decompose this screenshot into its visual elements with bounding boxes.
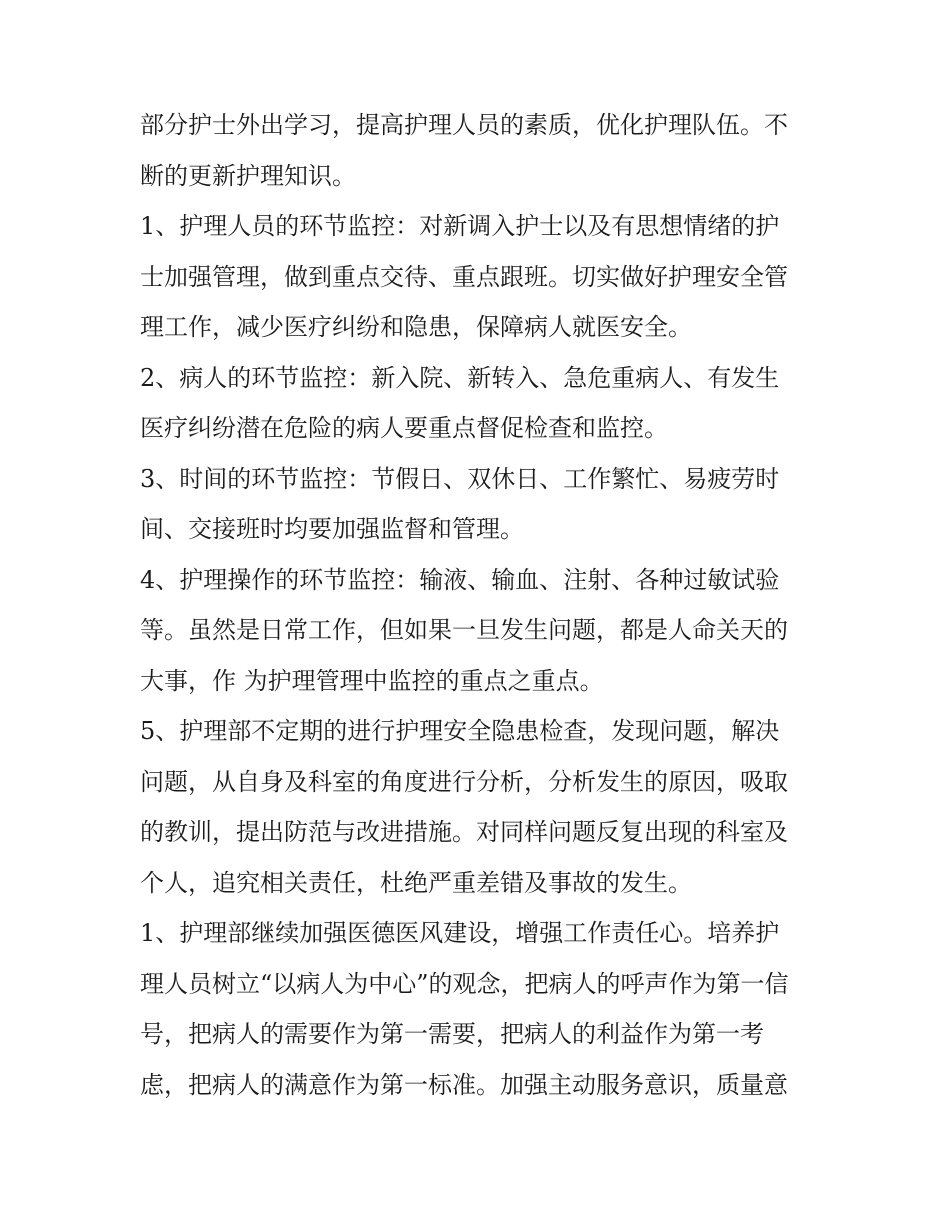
document-body xyxy=(140,100,820,1110)
text-line: 理人员树立“以病人为中心”的观念，把病人的呼声作为第一信 xyxy=(140,969,789,998)
text-line: 4、护理操作的环节监控：输液、输血、注射、各种过敏试验 xyxy=(140,565,780,594)
text-line: 部分护士外出学习，提高护理人员的素质，优化护理队伍。不 xyxy=(140,111,788,139)
text-line: 医疗纠纷潜在危险的病人要重点督促检查和监控。 xyxy=(140,414,668,442)
text-line: 士加强管理，做到重点交待、重点跟班。切实做好护理安全管 xyxy=(140,262,788,291)
text-line: 断的更新护理知识。 xyxy=(140,161,356,190)
text-line: 号，把病人的需要作为第一需要，把病人的利益作为第一考 xyxy=(140,1020,764,1048)
text-line: 大事，作 为护理管理中监控的重点之重点。 xyxy=(140,666,604,695)
text-line: 虑，把病人的满意作为第一标准。加强主动服务意识，质量意 xyxy=(140,1070,788,1099)
text-line: 1、护理部继续加强医德医风建设，增强工作责任心。培养护 xyxy=(140,919,780,947)
text-line: 2、病人的环节监控：新入院、新转入、急危重病人、有发生 xyxy=(140,363,780,392)
text-line: 1、护理人员的环节监控：对新调入护士以及有思想情绪的护 xyxy=(140,212,780,240)
text-line: 3、时间的环节监控：节假日、双休日、工作繁忙、易疲劳时 xyxy=(140,464,780,493)
text-line: 理工作，减少医疗纠纷和隐患，保障病人就医安全。 xyxy=(140,313,692,341)
text-line: 间、交接班时均要加强监督和管理。 xyxy=(140,515,524,543)
text-line: 5、护理部不定期的进行护理安全隐患检查，发现问题，解决 xyxy=(140,717,780,745)
text-line: 个人，追究相关责任，杜绝严重差错及事故的发生。 xyxy=(140,868,692,897)
text-line: 等。虽然是日常工作，但如果一旦发生问题，都是人命关天的 xyxy=(140,616,788,644)
text-line: 问题，从自身及科室的角度进行分析，分析发生的原因，吸取 xyxy=(140,767,788,796)
text-line: 的教训，提出防范与改进措施。对同样问题反复出现的科室及 xyxy=(140,818,788,846)
